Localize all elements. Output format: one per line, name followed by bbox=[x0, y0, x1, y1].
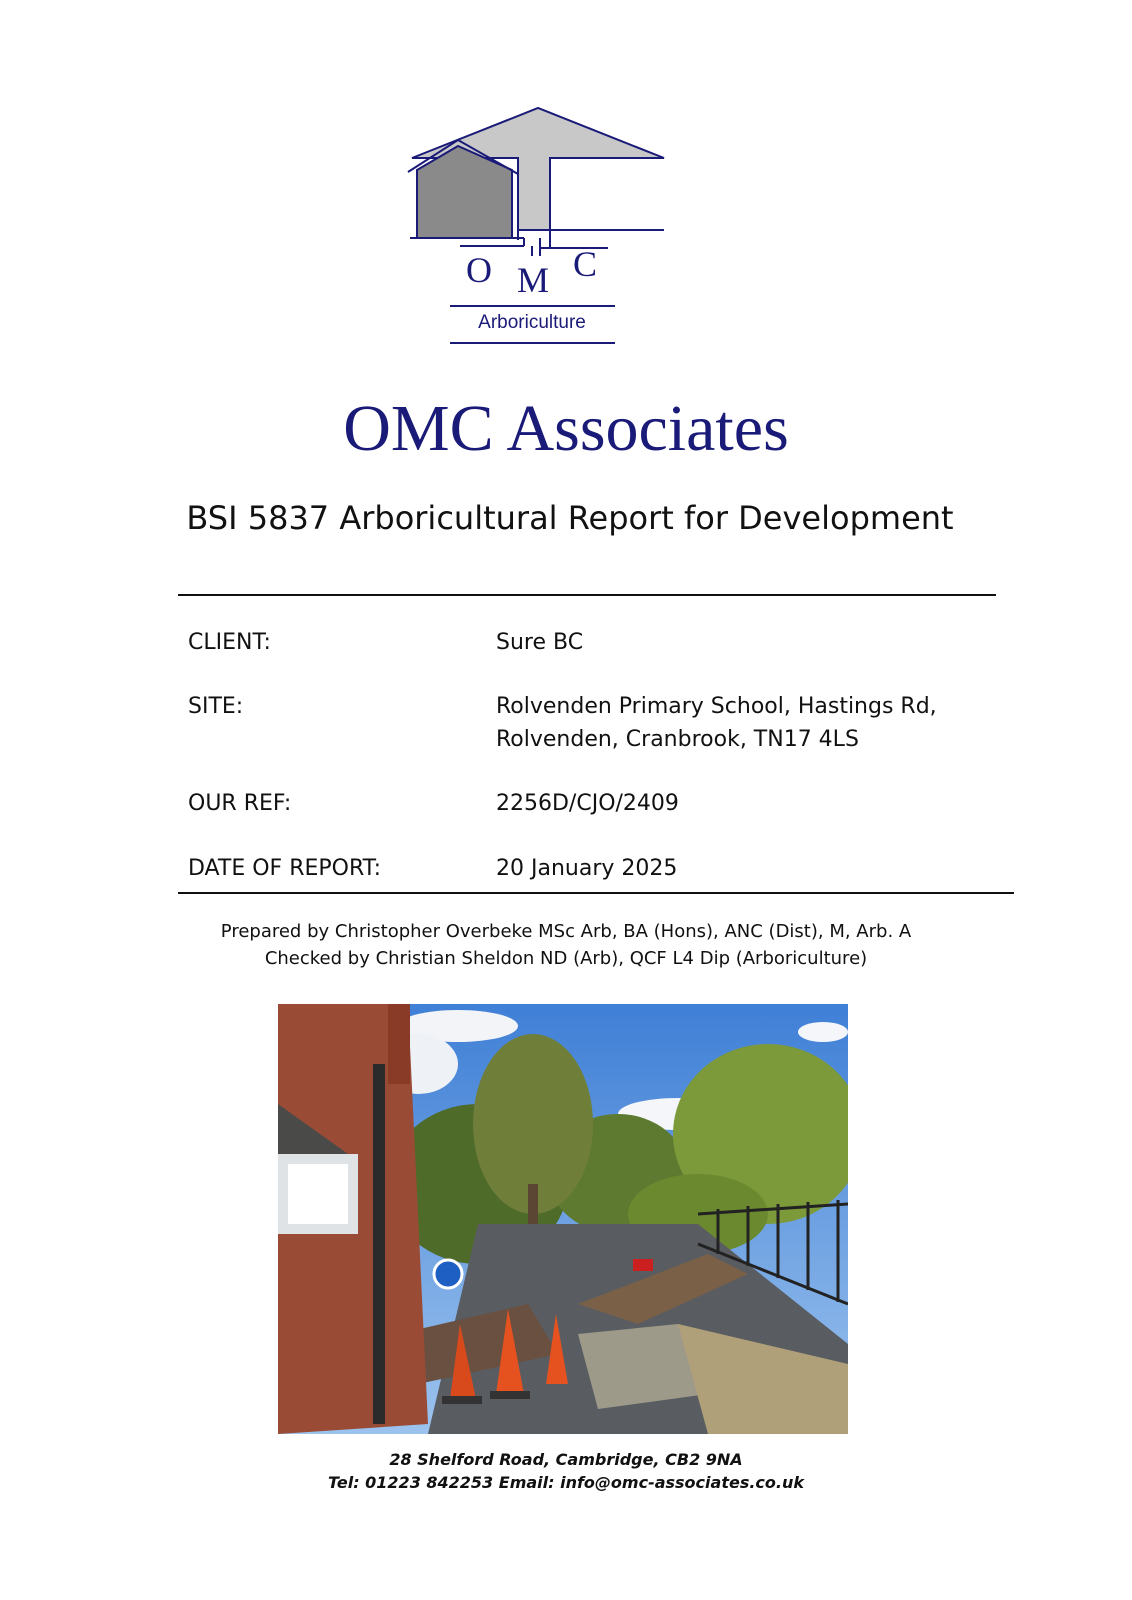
logo-letter-m: M bbox=[517, 260, 550, 300]
footer-address: 28 Shelford Road, Cambridge, CB2 9NA bbox=[389, 1450, 743, 1469]
logo-tagline: Arboriculture bbox=[478, 312, 586, 333]
prepared-by: Prepared by Christopher Overbeke MSc Arb, BA (Hons), ANC (Dist), M, Arb. A bbox=[220, 921, 912, 942]
site-label: SITE: bbox=[188, 694, 244, 719]
site-photo bbox=[278, 1004, 848, 1434]
details-top-rule bbox=[178, 594, 996, 596]
logo-letter-o: O bbox=[466, 250, 492, 290]
footer bbox=[0, 1448, 1132, 1494]
logo-letter-c: C bbox=[573, 244, 598, 284]
client-value: Sure BC bbox=[496, 630, 584, 655]
details-bottom-rule bbox=[178, 892, 1014, 894]
report-title: BSI 5837 Arboricultural Report for Development bbox=[186, 499, 954, 537]
site-value-line1: Rolvenden Primary School, Hastings Rd, bbox=[496, 694, 937, 719]
company-logo bbox=[400, 100, 690, 350]
client-label: CLIENT: bbox=[188, 630, 271, 655]
date-value: 20 January 2025 bbox=[496, 856, 678, 881]
footer-contact: Tel: 01223 842253 Email: info@omc-associates.co.uk bbox=[328, 1473, 804, 1492]
house-logo-graphic bbox=[400, 100, 690, 350]
date-label: DATE OF REPORT: bbox=[188, 856, 382, 881]
company-name: OMC Associates bbox=[343, 392, 789, 465]
site-value-line2: Rolvenden, Cranbrook, TN17 4LS bbox=[496, 727, 859, 752]
ref-label: OUR REF: bbox=[188, 791, 292, 816]
credits bbox=[0, 918, 1132, 972]
site-photo-illustration bbox=[278, 1004, 848, 1434]
checked-by: Checked by Christian Sheldon ND (Arb), QCF L4 Dip (Arboriculture) bbox=[264, 948, 868, 969]
ref-value: 2256D/CJO/2409 bbox=[496, 791, 679, 816]
